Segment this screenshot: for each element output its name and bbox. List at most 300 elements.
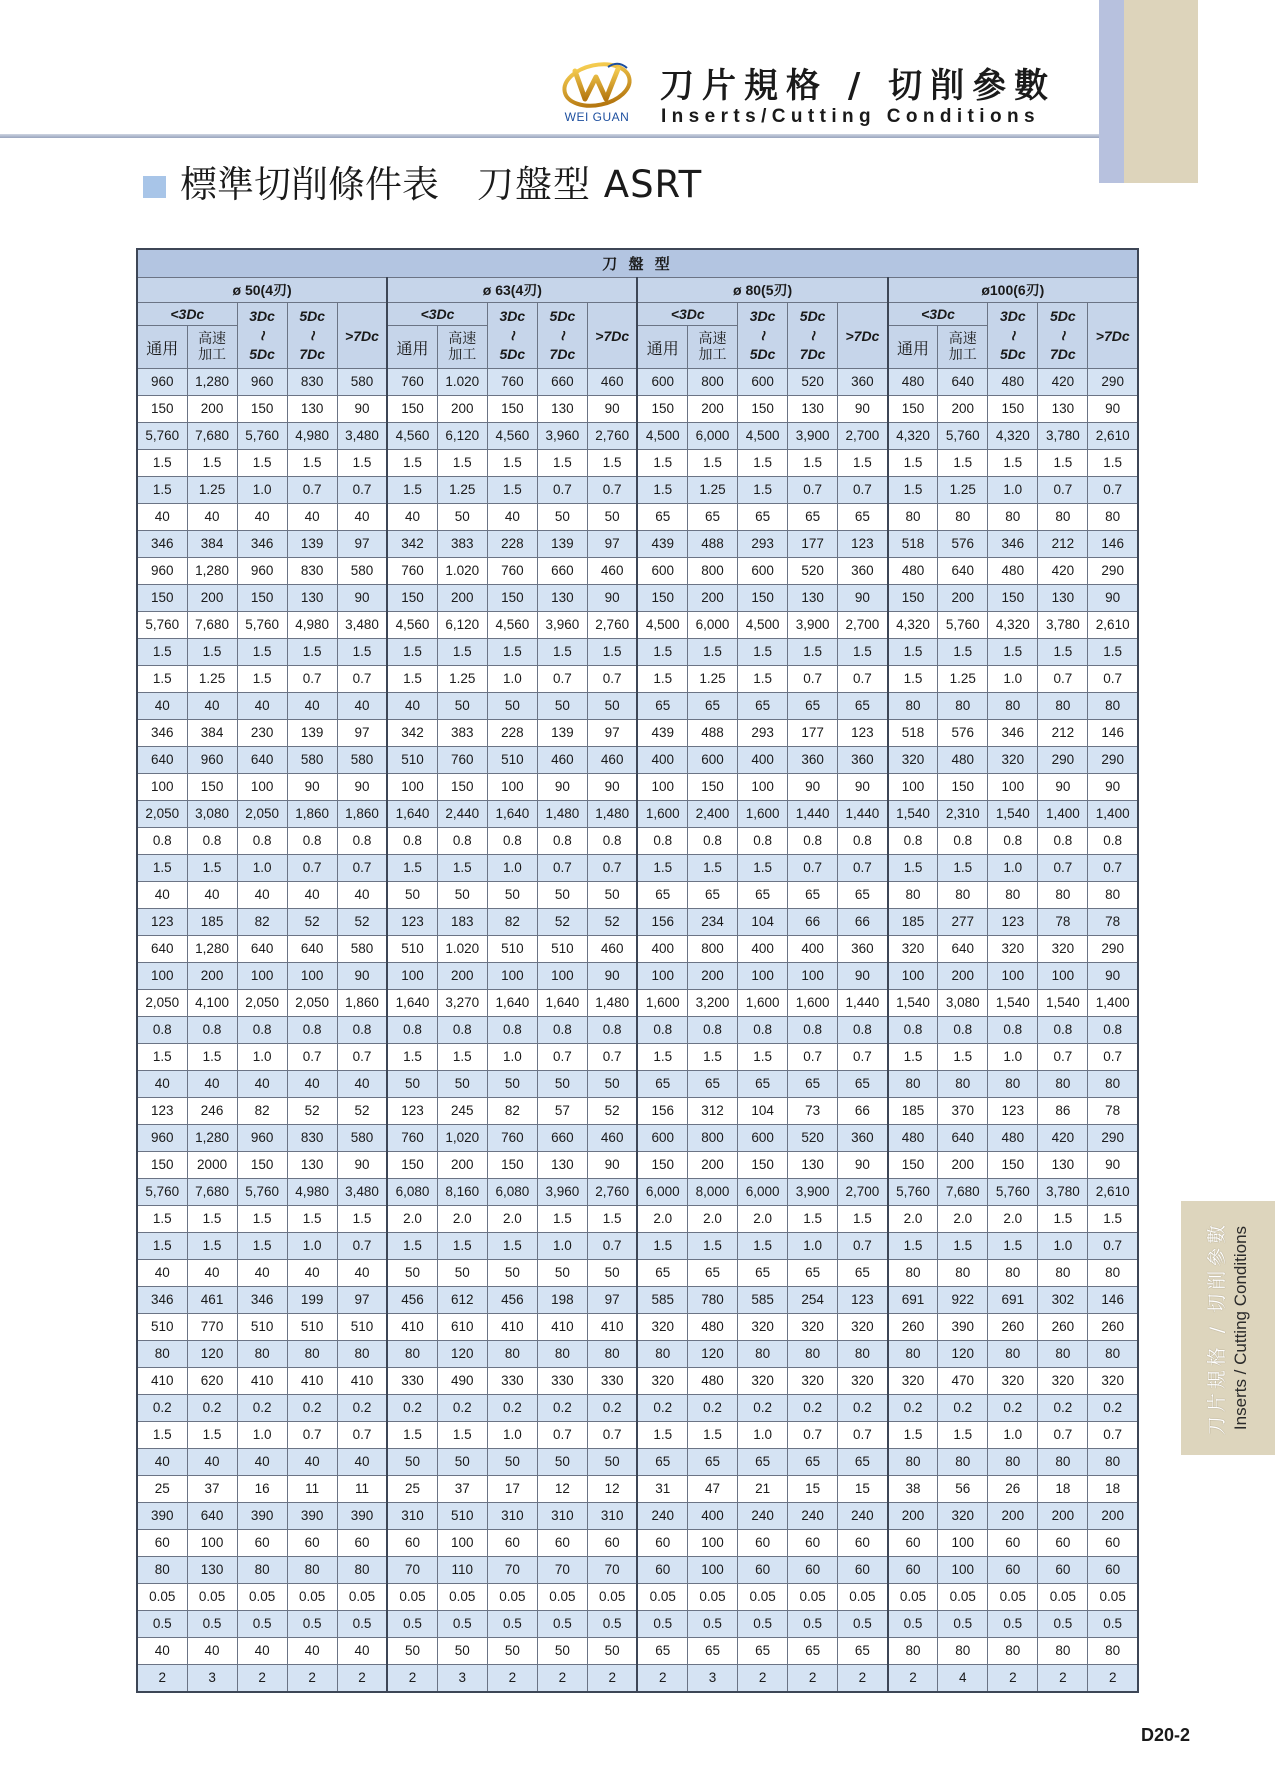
table-cell: 0.8: [237, 828, 287, 855]
table-cell: 320: [988, 747, 1038, 774]
table-cell: 0.7: [587, 1233, 637, 1260]
table-cell: 320: [788, 1314, 838, 1341]
table-cell: 640: [137, 747, 187, 774]
table-cell: 90: [337, 774, 387, 801]
table-cell: 60: [1038, 1557, 1088, 1584]
table-cell: 3,780: [1038, 612, 1088, 639]
table-cell: 490: [437, 1368, 487, 1395]
table-cell: 60: [738, 1557, 788, 1584]
table-cell: 80: [337, 1557, 387, 1584]
table-cell: 576: [938, 531, 988, 558]
table-cell: 150: [387, 396, 437, 423]
table-cell: 65: [788, 693, 838, 720]
top-accent-band-lavender: [1099, 0, 1124, 183]
table-cell: 0.5: [838, 1611, 888, 1638]
table-cell: 100: [237, 774, 287, 801]
table-cell: 139: [287, 720, 337, 747]
table-row: [137, 1152, 1138, 1179]
table-cell: 0.5: [387, 1611, 437, 1638]
table-cell: 11: [337, 1476, 387, 1503]
table-cell: 2,050: [137, 990, 187, 1017]
table-cell: 346: [237, 1287, 287, 1314]
table-cell: 0.7: [1088, 1422, 1138, 1449]
table-cell: 830: [287, 369, 337, 396]
cutting-conditions-table: [136, 248, 1139, 1693]
table-cell: 0.7: [1088, 1044, 1138, 1071]
table-cell: 60: [637, 1530, 687, 1557]
table-cell: 0.7: [788, 855, 838, 882]
table-cell: 1.5: [487, 1233, 537, 1260]
table-cell: 1.5: [688, 450, 738, 477]
table-cell: 80: [287, 1341, 337, 1368]
table-cell: 50: [587, 1071, 637, 1098]
header-line: ≀: [559, 327, 566, 343]
table-cell: 1.0: [988, 666, 1038, 693]
table-cell: 1,440: [788, 801, 838, 828]
table-row: [137, 369, 1138, 396]
table-cell: 0.05: [1038, 1584, 1088, 1611]
table-cell: 0.5: [437, 1611, 487, 1638]
table-cell: 400: [637, 936, 687, 963]
table-cell: 25: [387, 1476, 437, 1503]
table-cell: 2.0: [738, 1206, 788, 1233]
table-cell: 60: [637, 1557, 687, 1584]
table-cell: 199: [287, 1287, 337, 1314]
table-cell: 390: [287, 1503, 337, 1530]
table-row: [137, 504, 1138, 531]
table-cell: 65: [738, 882, 788, 909]
table-cell: 4,560: [387, 612, 437, 639]
table-cell: 1.5: [637, 1233, 687, 1260]
table-cell: 0.7: [838, 477, 888, 504]
table-cell: 150: [888, 585, 938, 612]
table-cell: 50: [587, 504, 637, 531]
table-cell: 0.2: [938, 1395, 988, 1422]
table-cell: 290: [1088, 369, 1138, 396]
table-cell: 6,080: [387, 1179, 437, 1206]
table-cell: 320: [1038, 1368, 1088, 1395]
table-cell: 100: [888, 774, 938, 801]
header-line: ≀: [759, 327, 766, 343]
table-cell: 3,480: [337, 612, 387, 639]
table-cell: 40: [337, 882, 387, 909]
table-cell: 150: [487, 1152, 537, 1179]
brand-logo: [556, 58, 638, 128]
table-cell: 65: [637, 1638, 687, 1665]
table-row: [137, 1179, 1138, 1206]
table-cell: 146: [1088, 531, 1138, 558]
table-cell: 410: [137, 1368, 187, 1395]
table-cell: 150: [688, 774, 738, 801]
table-cell: 780: [688, 1287, 738, 1314]
table-cell: 600: [738, 558, 788, 585]
table-cell: 0.7: [788, 1422, 838, 1449]
table-cell: 2000: [187, 1152, 237, 1179]
table-cell: 518: [888, 720, 938, 747]
table-cell: 1.5: [437, 1422, 487, 1449]
table-cell: 80: [888, 1638, 938, 1665]
table-row: [137, 1665, 1138, 1693]
table-cell: 100: [237, 963, 287, 990]
table-cell: 600: [738, 1125, 788, 1152]
header-line: ≀: [810, 327, 816, 343]
table-cell: 90: [287, 774, 337, 801]
table-cell: 580: [337, 1125, 387, 1152]
table-cell: 0.7: [287, 1044, 337, 1071]
table-cell: 1.5: [187, 1233, 237, 1260]
table-cell: 0.5: [1038, 1611, 1088, 1638]
table-cell: 123: [988, 1098, 1038, 1125]
table-cell: 130: [1038, 396, 1088, 423]
header-line: 加工: [698, 347, 727, 363]
table-cell: 150: [487, 396, 537, 423]
depth-header-5to7dc: [1038, 303, 1088, 369]
table-cell: 2: [387, 1665, 437, 1693]
table-cell: 0.7: [1088, 477, 1138, 504]
table-cell: 130: [788, 396, 838, 423]
table-cell: 185: [888, 1098, 938, 1125]
table-cell: 4,500: [637, 612, 687, 639]
table-cell: 0.5: [888, 1611, 938, 1638]
table-cell: 1.0: [487, 1044, 537, 1071]
table-cell: 6,120: [437, 423, 487, 450]
table-cell: 2: [487, 1665, 537, 1693]
table-cell: 234: [688, 909, 738, 936]
table-cell: 320: [888, 1368, 938, 1395]
table-row: [137, 1017, 1138, 1044]
table-cell: 82: [487, 909, 537, 936]
table-cell: 0.5: [688, 1611, 738, 1638]
table-cell: 0.8: [487, 1017, 537, 1044]
table-cell: 50: [587, 882, 637, 909]
table-cell: 200: [187, 963, 237, 990]
table-cell: 1,020: [437, 1125, 487, 1152]
table-cell: 1,400: [1088, 990, 1138, 1017]
table-cell: 65: [738, 1449, 788, 1476]
table-cell: 150: [738, 1152, 788, 1179]
table-cell: 293: [738, 720, 788, 747]
table-cell: 1,540: [988, 801, 1038, 828]
table-cell: 100: [988, 963, 1038, 990]
table-cell: 40: [287, 1260, 337, 1287]
table-cell: 1.020: [437, 936, 487, 963]
table-cell: 520: [788, 1125, 838, 1152]
header-line: 5Dc: [299, 308, 325, 324]
table-cell: 130: [537, 396, 587, 423]
diameter-group-header: ø100(6刃): [888, 278, 1138, 303]
table-cell: 2.0: [938, 1206, 988, 1233]
table-cell: 70: [487, 1557, 537, 1584]
table-row: [137, 612, 1138, 639]
section-title-sub: 刀盤型 ASRT: [477, 163, 703, 206]
table-cell: 760: [487, 558, 537, 585]
table-cell: 90: [587, 1152, 637, 1179]
table-cell: 90: [838, 1152, 888, 1179]
table-cell: 50: [487, 1071, 537, 1098]
table-cell: 1.5: [1038, 1206, 1088, 1233]
table-cell: 1.5: [637, 450, 687, 477]
table-cell: 65: [688, 1260, 738, 1287]
table-cell: 90: [1088, 774, 1138, 801]
table-cell: 0.7: [587, 666, 637, 693]
table-cell: 290: [1038, 747, 1088, 774]
table-cell: 0.5: [788, 1611, 838, 1638]
table-cell: 4: [938, 1665, 988, 1693]
diameter-group-header: ø 63(4刃): [387, 278, 637, 303]
table-cell: 60: [838, 1557, 888, 1584]
table-cell: 80: [888, 1449, 938, 1476]
table-cell: 0.7: [1038, 666, 1088, 693]
table-cell: 65: [838, 1638, 888, 1665]
table-cell: 80: [938, 1260, 988, 1287]
table-cell: 1.0: [487, 1422, 537, 1449]
table-cell: 50: [387, 1071, 437, 1098]
table-cell: 200: [437, 396, 487, 423]
table-row: [137, 1071, 1138, 1098]
table-cell: 640: [237, 936, 287, 963]
table-cell: 21: [738, 1476, 788, 1503]
table-cell: 1.0: [487, 855, 537, 882]
table-cell: 691: [988, 1287, 1038, 1314]
table-cell: 150: [137, 585, 187, 612]
table-cell: 1.5: [337, 450, 387, 477]
table-cell: 65: [788, 882, 838, 909]
table-cell: 770: [187, 1314, 237, 1341]
table-cell: 50: [537, 504, 587, 531]
table-cell: 40: [137, 504, 187, 531]
table-cell: 0.7: [337, 1233, 387, 1260]
table-cell: 960: [137, 1125, 187, 1152]
table-cell: 90: [587, 585, 637, 612]
table-cell: 4,320: [888, 423, 938, 450]
table-cell: 12: [587, 1476, 637, 1503]
table-cell: 139: [537, 720, 587, 747]
table-cell: 200: [187, 396, 237, 423]
header-line: 高速: [198, 331, 227, 347]
table-cell: 60: [137, 1530, 187, 1557]
table-cell: 1,540: [988, 990, 1038, 1017]
table-cell: 0.05: [437, 1584, 487, 1611]
table-cell: 65: [688, 693, 738, 720]
table-cell: 0.8: [788, 1017, 838, 1044]
table-cell: 800: [688, 558, 738, 585]
table-cell: 760: [387, 369, 437, 396]
table-cell: 0.7: [587, 477, 637, 504]
table-cell: 80: [988, 882, 1038, 909]
table-cell: 0.5: [587, 1611, 637, 1638]
table-cell: 17: [487, 1476, 537, 1503]
depth-header-5to7dc: [788, 303, 838, 369]
table-cell: 2: [788, 1665, 838, 1693]
table-cell: 65: [688, 1638, 738, 1665]
table-cell: 1.5: [838, 450, 888, 477]
table-cell: 1.5: [938, 1233, 988, 1260]
table-cell: 80: [788, 1341, 838, 1368]
table-cell: 2,400: [688, 801, 738, 828]
table-cell: 82: [237, 1098, 287, 1125]
table-cell: 0.7: [1088, 666, 1138, 693]
table-cell: 520: [788, 369, 838, 396]
table-cell: 1.5: [738, 477, 788, 504]
table-cell: 320: [988, 936, 1038, 963]
table-cell: 0.8: [1038, 1017, 1088, 1044]
table-cell: 640: [237, 747, 287, 774]
table-cell: 2,050: [287, 990, 337, 1017]
table-cell: 60: [988, 1557, 1038, 1584]
table-cell: 0.7: [1038, 477, 1088, 504]
table-cell: 0.7: [788, 666, 838, 693]
table-cell: 228: [487, 531, 537, 558]
table-cell: 146: [1088, 720, 1138, 747]
table-cell: 3,780: [1038, 1179, 1088, 1206]
table-cell: 1.5: [738, 1044, 788, 1071]
header-line: 5Dc: [249, 346, 275, 362]
table-cell: 1.5: [788, 1206, 838, 1233]
table-cell: 3,200: [688, 990, 738, 1017]
table-cell: 320: [637, 1314, 687, 1341]
table-cell: 460: [587, 369, 637, 396]
table-row: [137, 990, 1138, 1017]
table-cell: 580: [287, 747, 337, 774]
table-cell: 65: [838, 1260, 888, 1287]
table-cell: 40: [337, 1260, 387, 1287]
table-cell: 0.8: [187, 828, 237, 855]
table-cell: 1.25: [437, 477, 487, 504]
table-cell: 2: [988, 1665, 1038, 1693]
table-cell: 1.5: [487, 639, 537, 666]
table-cell: 0.7: [838, 1044, 888, 1071]
depth-header-gt7dc: >7Dc: [337, 303, 387, 369]
table-cell: 65: [788, 504, 838, 531]
table-cell: 5,760: [137, 423, 187, 450]
table-cell: 200: [938, 1152, 988, 1179]
table-cell: 18: [1088, 1476, 1138, 1503]
table-cell: 1.5: [387, 1044, 437, 1071]
table-cell: 1.5: [888, 1233, 938, 1260]
table-cell: 90: [337, 963, 387, 990]
table-cell: 1.5: [688, 1233, 738, 1260]
table-cell: 1.5: [387, 1233, 437, 1260]
table-cell: 66: [838, 909, 888, 936]
table-cell: 580: [337, 558, 387, 585]
table-cell: 400: [788, 936, 838, 963]
table-cell: 65: [788, 1260, 838, 1287]
table-cell: 400: [738, 936, 788, 963]
table-cell: 1.5: [1038, 450, 1088, 477]
table-cell: 200: [688, 1152, 738, 1179]
table-cell: 320: [838, 1368, 888, 1395]
table-cell: 100: [738, 963, 788, 990]
table-cell: 52: [337, 909, 387, 936]
table-cell: 100: [988, 774, 1038, 801]
table-cell: 139: [537, 531, 587, 558]
table-cell: 439: [637, 531, 687, 558]
table-cell: 0.2: [1038, 1395, 1088, 1422]
table-cell: 50: [437, 1449, 487, 1476]
table-cell: 40: [237, 1260, 287, 1287]
table-cell: 612: [437, 1287, 487, 1314]
table-cell: 410: [337, 1368, 387, 1395]
table-cell: 50: [537, 693, 587, 720]
table-cell: 0.8: [1038, 828, 1088, 855]
table-cell: 1.5: [688, 855, 738, 882]
table-cell: 0.7: [1038, 855, 1088, 882]
table-cell: 50: [587, 693, 637, 720]
table-cell: 65: [637, 693, 687, 720]
header-line: 5Dc: [999, 346, 1026, 362]
table-cell: 0.05: [988, 1584, 1038, 1611]
table-cell: 80: [988, 1341, 1038, 1368]
table-row: [137, 1530, 1138, 1557]
depth-header-3to5dc: [988, 303, 1038, 369]
table-cell: 52: [587, 1098, 637, 1125]
table-cell: 40: [137, 882, 187, 909]
table-cell: 2,610: [1088, 1179, 1138, 1206]
table-cell: 150: [237, 396, 287, 423]
column-header-high-speed: [688, 326, 738, 369]
table-cell: 212: [1038, 531, 1088, 558]
table-cell: 1.5: [387, 1422, 437, 1449]
table-cell: 40: [487, 504, 537, 531]
table-cell: 1.5: [637, 855, 687, 882]
table-cell: 0.8: [137, 828, 187, 855]
table-cell: 200: [988, 1503, 1038, 1530]
table-cell: 0.8: [587, 1017, 637, 1044]
table-cell: 0.05: [1088, 1584, 1138, 1611]
table-cell: 70: [587, 1557, 637, 1584]
table-cell: 0.8: [187, 1017, 237, 1044]
table-cell: 510: [237, 1314, 287, 1341]
table-cell: 80: [1088, 1638, 1138, 1665]
table-cell: 80: [888, 882, 938, 909]
table-cell: 5,760: [938, 612, 988, 639]
table-cell: 80: [988, 504, 1038, 531]
table-cell: 65: [688, 504, 738, 531]
table-cell: 830: [287, 1125, 337, 1152]
table-cell: 6,120: [437, 612, 487, 639]
table-cell: 18: [1038, 1476, 1088, 1503]
table-cell: 518: [888, 531, 938, 558]
table-cell: 390: [337, 1503, 387, 1530]
table-cell: 8,000: [688, 1179, 738, 1206]
table-cell: 60: [738, 1530, 788, 1557]
table-cell: 0.8: [888, 828, 938, 855]
table-cell: 384: [187, 720, 237, 747]
table-cell: 0.7: [838, 1233, 888, 1260]
table-cell: 130: [537, 1152, 587, 1179]
table-cell: 1.0: [988, 1044, 1038, 1071]
table-cell: 50: [537, 1071, 587, 1098]
table-cell: 185: [888, 909, 938, 936]
table-cell: 0.8: [988, 828, 1038, 855]
table-cell: 50: [587, 1449, 637, 1476]
side-tab-english: Inserts / Cutting Conditions: [1231, 1225, 1250, 1431]
table-cell: 40: [287, 1071, 337, 1098]
table-cell: 2: [838, 1665, 888, 1693]
table-cell: 52: [287, 1098, 337, 1125]
table-cell: 0.2: [688, 1395, 738, 1422]
table-row: [137, 558, 1138, 585]
table-cell: 383: [437, 720, 487, 747]
table-cell: 150: [938, 774, 988, 801]
table-cell: 830: [287, 558, 337, 585]
table-cell: 0.7: [537, 855, 587, 882]
table-row: [137, 882, 1138, 909]
table-cell: 1.5: [187, 855, 237, 882]
table-cell: 1.5: [738, 666, 788, 693]
table-cell: 360: [838, 558, 888, 585]
table-cell: 410: [237, 1368, 287, 1395]
